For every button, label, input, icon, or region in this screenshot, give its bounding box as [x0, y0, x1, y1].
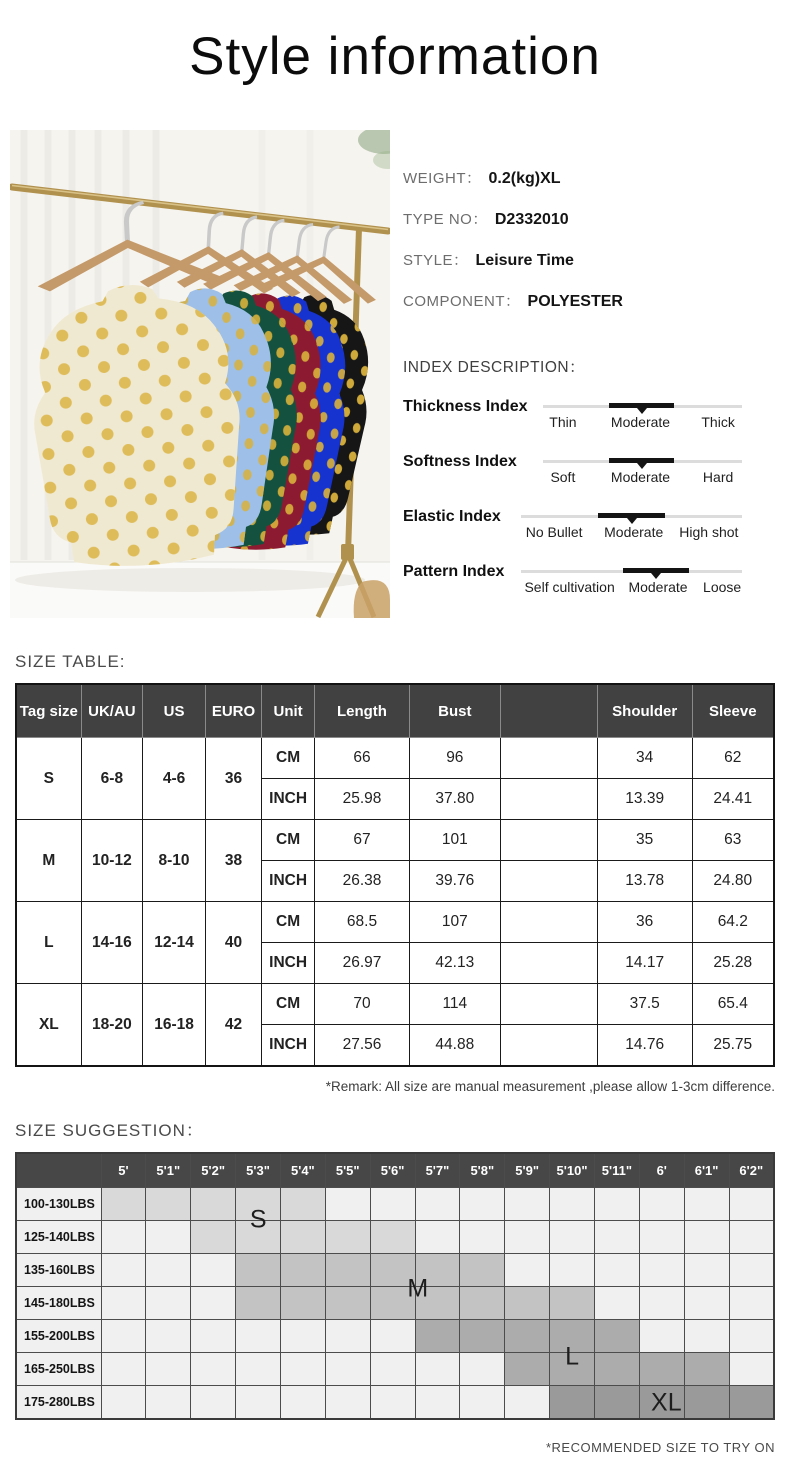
suggestion-cell [639, 1320, 684, 1353]
spec-value: D2332010 [494, 211, 569, 228]
suggestion-cell [146, 1353, 191, 1386]
size-euro-cell: 42 [205, 984, 261, 1067]
suggestion-cell [415, 1188, 460, 1221]
suggestion-cell [550, 1353, 595, 1386]
suggestion-header [16, 1153, 774, 1188]
suggestion-cell [101, 1386, 146, 1420]
spec-row [403, 250, 780, 272]
size-region-label-l: L [565, 1342, 580, 1371]
suggestion-cell [550, 1386, 595, 1420]
index-name: Thickness Index [403, 398, 528, 415]
suggestion-cell [505, 1254, 550, 1287]
size-tag-cell: M [16, 820, 81, 902]
spec-value: 0.2(kg)XL [488, 170, 561, 187]
weight-row-header: 100-130LBS [16, 1188, 101, 1221]
suggestion-cell [191, 1188, 236, 1221]
size-table-remark: *Remark: All size are manual measurement ,please allow 1-3cm difference. [325, 1079, 775, 1094]
suggestion-cell [236, 1188, 281, 1221]
scale-level-label: Moderate [610, 414, 671, 430]
scale-level-label: Loose [703, 579, 742, 595]
suggestion-cell [460, 1386, 505, 1420]
size-tag-cell: XL [16, 984, 81, 1067]
weight-row-header: 155-200LBS [16, 1320, 101, 1353]
unit-cell: CM [262, 984, 315, 1025]
suggestion-cell [146, 1386, 191, 1420]
measure-cell: 35 [597, 820, 692, 861]
height-col-header: 6' [639, 1153, 684, 1188]
suggestion-cell [325, 1386, 370, 1420]
suggestion-cell [684, 1386, 729, 1420]
suggestion-cell [505, 1320, 550, 1353]
suggestion-cell [370, 1188, 415, 1221]
suggestion-row [16, 1386, 774, 1420]
suggestion-cell [639, 1188, 684, 1221]
height-col-header: 5'10" [550, 1153, 595, 1188]
suggestion-row [16, 1287, 774, 1320]
suggestion-cell [280, 1254, 325, 1287]
measure-cell: 70 [315, 984, 410, 1025]
size-col-header: US [143, 684, 206, 738]
suggestion-cell [236, 1386, 281, 1420]
suggestion-cell [101, 1353, 146, 1386]
size-row-cm [16, 902, 774, 943]
index-name: Softness Index [403, 453, 517, 470]
measure-cell: 24.41 [692, 779, 774, 820]
product-details [403, 168, 780, 613]
suggestion-cell [684, 1353, 729, 1386]
suggestion-cell [236, 1221, 281, 1254]
measure-cell: 63 [692, 820, 774, 861]
measure-cell: 65.4 [692, 984, 774, 1025]
height-col-header: 6'2" [729, 1153, 774, 1188]
suggestion-cell [594, 1221, 639, 1254]
size-col-header: Unit [262, 684, 315, 738]
index-name: Pattern Index [403, 563, 505, 580]
size-header-row [16, 684, 774, 738]
measure-cell: 107 [409, 902, 500, 943]
suggestion-cell [639, 1353, 684, 1386]
suggestion-cell [370, 1287, 415, 1320]
size-row-cm [16, 984, 774, 1025]
size-table-section [15, 652, 775, 1094]
suggestion-cell [460, 1320, 505, 1353]
suggestion-cell [639, 1386, 684, 1420]
unit-cell: INCH [262, 861, 315, 902]
size-col-header: Length [315, 684, 410, 738]
weight-row-header: 175-280LBS [16, 1386, 101, 1420]
suggestion-cell [370, 1386, 415, 1420]
suggestion-cell [325, 1221, 370, 1254]
suggestion-cell [729, 1353, 774, 1386]
suggestion-cell [594, 1254, 639, 1287]
suggestion-cell [550, 1320, 595, 1353]
suggestion-header-row [16, 1153, 774, 1188]
suggestion-cell [415, 1320, 460, 1353]
measure-cell: 13.78 [597, 861, 692, 902]
suggestion-row [16, 1188, 774, 1221]
scale-level-label: Thin [549, 414, 577, 430]
size-suggestion-heading: SIZE SUGGESTION： [15, 1121, 204, 1140]
suggestion-cell [370, 1320, 415, 1353]
height-col-header: 5'2" [191, 1153, 236, 1188]
suggestion-cell [370, 1353, 415, 1386]
size-tag-cell: S [16, 738, 81, 820]
height-col-header: 5'3" [236, 1153, 281, 1188]
index-scale [543, 393, 742, 439]
scale-level-label: Soft [550, 469, 576, 485]
suggestion-cell [325, 1188, 370, 1221]
unit-cell: INCH [262, 943, 315, 984]
suggestion-cell [191, 1320, 236, 1353]
suggestion-cell [729, 1254, 774, 1287]
suggestion-cell [684, 1320, 729, 1353]
size-table-body [16, 738, 774, 1067]
scale-level-label: Moderate [604, 524, 664, 540]
measure-cell: 67 [315, 820, 410, 861]
suggestion-cell [415, 1386, 460, 1420]
suggestion-cell [684, 1221, 729, 1254]
suggestion-cell [236, 1353, 281, 1386]
size-suggestion-table [15, 1152, 775, 1420]
weight-row-header: 125-140LBS [16, 1221, 101, 1254]
scale-level-label: Thick [701, 414, 735, 430]
scale-level-label: Self cultivation [524, 579, 615, 595]
index-row [403, 503, 780, 549]
suggestion-cell [101, 1188, 146, 1221]
measure-cell: 37.5 [597, 984, 692, 1025]
index-scale [521, 503, 742, 549]
suggestion-cell [325, 1320, 370, 1353]
size-row-cm [16, 820, 774, 861]
index-row [403, 393, 780, 439]
height-col-header: 6'1" [684, 1153, 729, 1188]
suggestion-cell [146, 1221, 191, 1254]
size-table-header [16, 684, 774, 738]
spec-label: COMPONENT： [403, 293, 521, 310]
measure-cell [500, 861, 597, 902]
suggestion-cell [729, 1287, 774, 1320]
suggestion-cell [146, 1320, 191, 1353]
spec-label: WEIGHT： [403, 170, 482, 187]
suggestion-cell [370, 1254, 415, 1287]
spec-value: POLYESTER [527, 293, 623, 310]
suggestion-cell [594, 1386, 639, 1420]
size-region-label-s: S [249, 1205, 267, 1234]
height-col-header: 5'7" [415, 1153, 460, 1188]
suggestion-cell [505, 1287, 550, 1320]
suggestion-cell [460, 1221, 505, 1254]
suggestion-cell [101, 1320, 146, 1353]
suggestion-cell [550, 1188, 595, 1221]
suggestion-cell [684, 1188, 729, 1221]
size-col-header: EURO [205, 684, 261, 738]
suggestion-corner-cell [16, 1153, 101, 1188]
size-uk-au-cell: 14-16 [81, 902, 142, 984]
index-list [403, 393, 780, 604]
suggestion-row [16, 1221, 774, 1254]
suggestion-cell [505, 1353, 550, 1386]
size-table [15, 683, 775, 1067]
measure-cell: 14.76 [597, 1025, 692, 1067]
suggestion-cell [146, 1188, 191, 1221]
suggestion-cell [460, 1254, 505, 1287]
suggestion-cell [280, 1320, 325, 1353]
measure-cell: 25.75 [692, 1025, 774, 1067]
suggestion-cell [594, 1353, 639, 1386]
measure-cell: 96 [409, 738, 500, 779]
spec-value: Leisure Time [475, 252, 574, 269]
scale-level-label: Moderate [628, 579, 688, 595]
height-col-header: 5'11" [594, 1153, 639, 1188]
height-col-header: 5'1" [146, 1153, 191, 1188]
size-tag-cell: L [16, 902, 81, 984]
size-euro-cell: 38 [205, 820, 261, 902]
suggestion-cell [729, 1188, 774, 1221]
size-uk-au-cell: 10-12 [81, 820, 142, 902]
suggestion-cell [325, 1287, 370, 1320]
measure-cell [500, 1025, 597, 1067]
suggestion-cell [146, 1254, 191, 1287]
suggestion-cell [460, 1353, 505, 1386]
scale-level-label: Hard [702, 469, 734, 485]
size-uk-au-cell: 18-20 [81, 984, 142, 1067]
measure-cell: 25.98 [315, 779, 410, 820]
size-col-header: Shoulder [597, 684, 692, 738]
suggestion-cell [370, 1221, 415, 1254]
size-row-cm [16, 738, 774, 779]
suggestion-cell [101, 1254, 146, 1287]
index-scale [543, 448, 742, 494]
index-row [403, 558, 780, 604]
spec-row [403, 291, 780, 313]
height-col-header: 5'4" [280, 1153, 325, 1188]
suggestion-cell [594, 1287, 639, 1320]
suggestion-cell [101, 1287, 146, 1320]
recommend-note: *RECOMMENDED SIZE TO TRY ON [545, 1440, 775, 1455]
measure-cell: 37.80 [409, 779, 500, 820]
suggestion-cell [550, 1221, 595, 1254]
basket [354, 580, 390, 618]
suggestion-cell [191, 1353, 236, 1386]
spec-row [403, 209, 780, 231]
spec-list [403, 168, 780, 313]
suggestion-cell [684, 1254, 729, 1287]
measure-cell [500, 943, 597, 984]
suggestion-cell [280, 1287, 325, 1320]
suggestion-cell [550, 1287, 595, 1320]
size-suggestion-section [15, 1116, 775, 1455]
suggestion-cell [729, 1320, 774, 1353]
size-us-cell: 4-6 [143, 738, 206, 820]
measure-cell: 64.2 [692, 902, 774, 943]
suggestion-cell [639, 1254, 684, 1287]
scale-level-label: Moderate [610, 469, 671, 485]
size-col-header [500, 684, 597, 738]
size-suggestion-chart [15, 1152, 775, 1420]
measure-cell [500, 984, 597, 1025]
size-col-header: Sleeve [692, 684, 774, 738]
scale-level-label: No Bullet [525, 524, 583, 540]
product-photo-illustration [10, 130, 390, 618]
page-title: Style information [189, 27, 601, 86]
suggestion-row [16, 1254, 774, 1287]
suggestion-cell [505, 1221, 550, 1254]
suggestion-cell [236, 1254, 281, 1287]
suggestion-body [16, 1188, 774, 1420]
size-col-header: UK/AU [81, 684, 142, 738]
suggestion-cell [415, 1254, 460, 1287]
measure-cell: 62 [692, 738, 774, 779]
weight-row-header: 165-250LBS [16, 1353, 101, 1386]
measure-cell: 25.28 [692, 943, 774, 984]
suggestion-cell [101, 1221, 146, 1254]
suggestion-cell [505, 1188, 550, 1221]
index-row [403, 448, 780, 494]
unit-cell: INCH [262, 1025, 315, 1067]
spec-label: STYLE： [403, 252, 469, 269]
suggestion-cell [729, 1221, 774, 1254]
suggestion-cell [415, 1221, 460, 1254]
suggestion-cell [236, 1320, 281, 1353]
suggestion-row [16, 1320, 774, 1353]
suggestion-cell [684, 1287, 729, 1320]
measure-cell: 14.17 [597, 943, 692, 984]
product-photo [10, 130, 390, 618]
size-col-header: Bust [409, 684, 500, 738]
measure-cell: 101 [409, 820, 500, 861]
index-scale [521, 558, 742, 604]
suggestion-cell [191, 1287, 236, 1320]
size-us-cell: 16-18 [143, 984, 206, 1067]
measure-cell: 26.38 [315, 861, 410, 902]
suggestion-cell [325, 1353, 370, 1386]
suggestion-cell [146, 1287, 191, 1320]
spec-row [403, 168, 780, 190]
measure-cell [500, 738, 597, 779]
weight-row-header: 145-180LBS [16, 1287, 101, 1320]
height-col-header: 5'5" [325, 1153, 370, 1188]
height-col-header: 5'9" [505, 1153, 550, 1188]
unit-cell: CM [262, 738, 315, 779]
suggestion-cell [191, 1254, 236, 1287]
spec-label: TYPE NO： [403, 211, 488, 228]
size-col-header: Tag size [16, 684, 81, 738]
size-euro-cell: 40 [205, 902, 261, 984]
measure-cell [500, 902, 597, 943]
measure-cell: 39.76 [409, 861, 500, 902]
suggestion-cell [550, 1254, 595, 1287]
measure-cell: 27.56 [315, 1025, 410, 1067]
size-region-label-m: M [407, 1274, 429, 1303]
suggestion-cell [325, 1254, 370, 1287]
measure-cell [500, 779, 597, 820]
suggestion-cell [594, 1320, 639, 1353]
measure-cell: 68.5 [315, 902, 410, 943]
measure-cell: 24.80 [692, 861, 774, 902]
suggestion-cell [415, 1287, 460, 1320]
suggestion-cell [280, 1386, 325, 1420]
suggestion-cell [280, 1188, 325, 1221]
weight-row-header: 135-160LBS [16, 1254, 101, 1287]
suggestion-row [16, 1353, 774, 1386]
measure-cell: 26.97 [315, 943, 410, 984]
size-euro-cell: 36 [205, 738, 261, 820]
suggestion-cell [505, 1386, 550, 1420]
measure-cell: 42.13 [409, 943, 500, 984]
measure-cell [500, 820, 597, 861]
suggestion-cell [415, 1353, 460, 1386]
suggestion-cell [460, 1188, 505, 1221]
index-name: Elastic Index [403, 508, 501, 525]
size-region-label-xl: XL [651, 1388, 682, 1417]
measure-cell: 13.39 [597, 779, 692, 820]
unit-cell: CM [262, 820, 315, 861]
height-col-header: 5' [101, 1153, 146, 1188]
measure-cell: 66 [315, 738, 410, 779]
measure-cell: 36 [597, 902, 692, 943]
suggestion-cell [280, 1221, 325, 1254]
suggestion-cell [729, 1386, 774, 1420]
suggestion-cell [191, 1386, 236, 1420]
measure-cell: 114 [409, 984, 500, 1025]
height-col-header: 5'6" [370, 1153, 415, 1188]
suggestion-cell [639, 1221, 684, 1254]
index-description-heading: INDEX DESCRIPTION： [403, 359, 586, 376]
unit-cell: CM [262, 902, 315, 943]
suggestion-cell [639, 1287, 684, 1320]
suggestion-cell [460, 1287, 505, 1320]
size-us-cell: 8-10 [143, 820, 206, 902]
suggestion-cell [594, 1188, 639, 1221]
height-col-header: 5'8" [460, 1153, 505, 1188]
size-us-cell: 12-14 [143, 902, 206, 984]
scale-level-label: High shot [679, 524, 739, 540]
size-table-heading: SIZE TABLE: [15, 652, 126, 671]
size-uk-au-cell: 6-8 [81, 738, 142, 820]
measure-cell: 44.88 [409, 1025, 500, 1067]
unit-cell: INCH [262, 779, 315, 820]
suggestion-cell [236, 1287, 281, 1320]
suggestion-cell [191, 1221, 236, 1254]
suggestion-cell [280, 1353, 325, 1386]
measure-cell: 34 [597, 738, 692, 779]
